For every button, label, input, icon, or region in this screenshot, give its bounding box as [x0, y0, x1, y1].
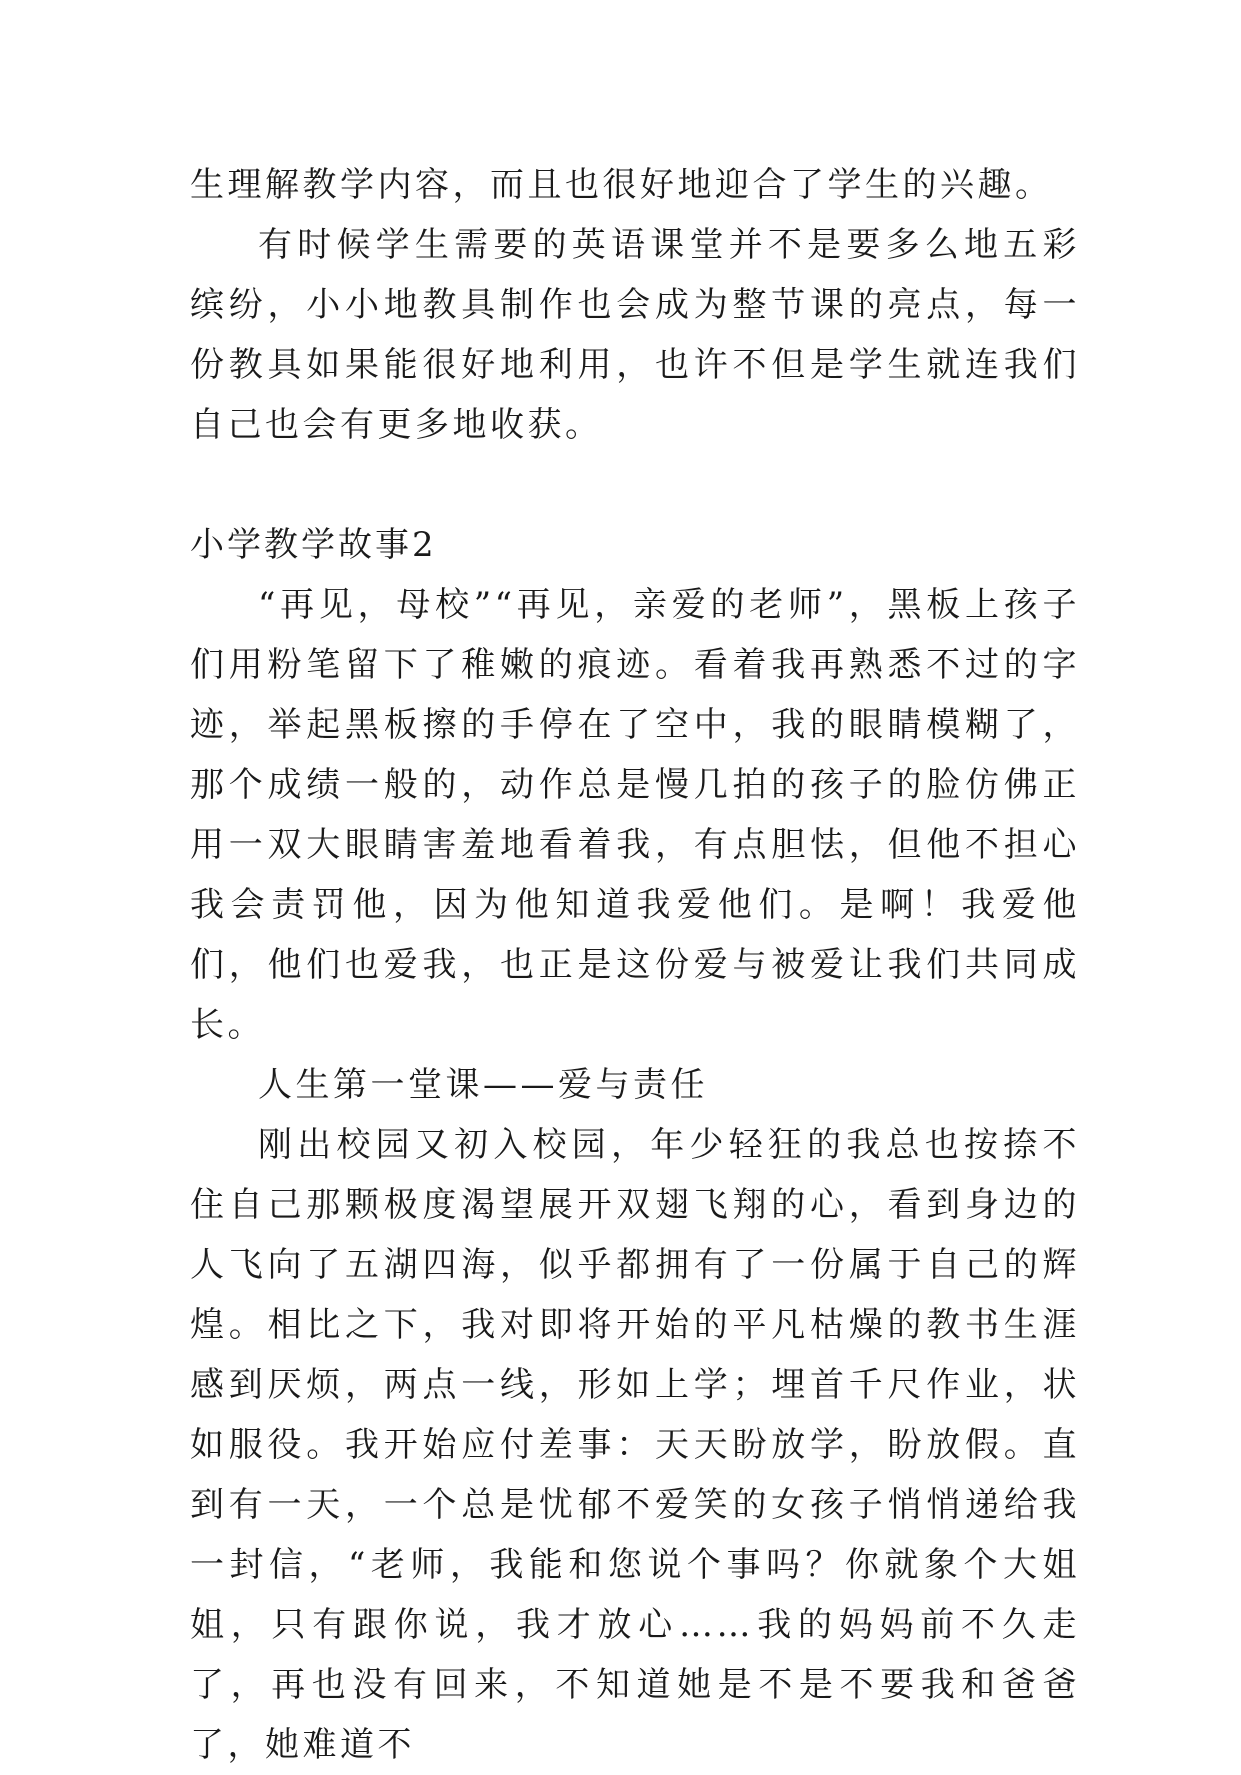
subheading-first-lesson: 人生第一堂课——爱与责任: [258, 1065, 708, 1105]
section-spacer: [190, 455, 1080, 515]
paragraph-first-year: 刚出校园又初入校园，年少轻狂的我总也按捺不住自己那颗极度渴望展开双翅飞翔的心，看到身边的人飞向了五湖四海，似乎都拥有了一份属于自己的辉煌。相比之下，我对即将开始的平凡枯燥的教书生涯感到厌烦，两点一线，形如上学；埋首千尺作业，状如服役。我开始应付差事：天天盼放学，盼放假。直到有一天，一个总是忧郁不爱笑的女孩子悄悄递给我一封信，“老师，我能和您说个事吗？你就象个大姐姐，只有跟你说，我才放心……我的妈妈前不久走了，再也没有回来，不知道她是不是不要我和爸爸了，她难道不: [190, 1125, 1080, 1765]
paragraph-teaching-aids: 有时候学生需要的英语课堂并不是要多么地五彩缤纷，小小地教具制作也会成为整节课的亮点，每一份教具如果能很好地利用，也许不但是学生就连我们自己也会有更多地收获。: [190, 225, 1080, 445]
paragraph-continuation: 生理解教学内容，而且也很好地迎合了学生的兴趣。: [190, 165, 1053, 205]
paragraph-farewell: “再见，母校”“再见，亲爱的老师”，黑板上孩子们用粉笔留下了稚嫩的痕迹。看着我再熟悉不过的字迹，举起黑板擦的手停在了空中，我的眼睛模糊了，那个成绩一般的，动作总是慢几拍的孩子的脸仿佛正用一双大眼睛害羞地看着我，有点胆怯，但他不担心我会责罚他，因为他知道我爱他们。是啊！我爱他们，他们也爱我，也正是这份爱与被爱让我们共同成长。: [190, 585, 1080, 1045]
section-heading: 小学教学故事2: [190, 525, 437, 565]
document-body: [190, 155, 1080, 1775]
